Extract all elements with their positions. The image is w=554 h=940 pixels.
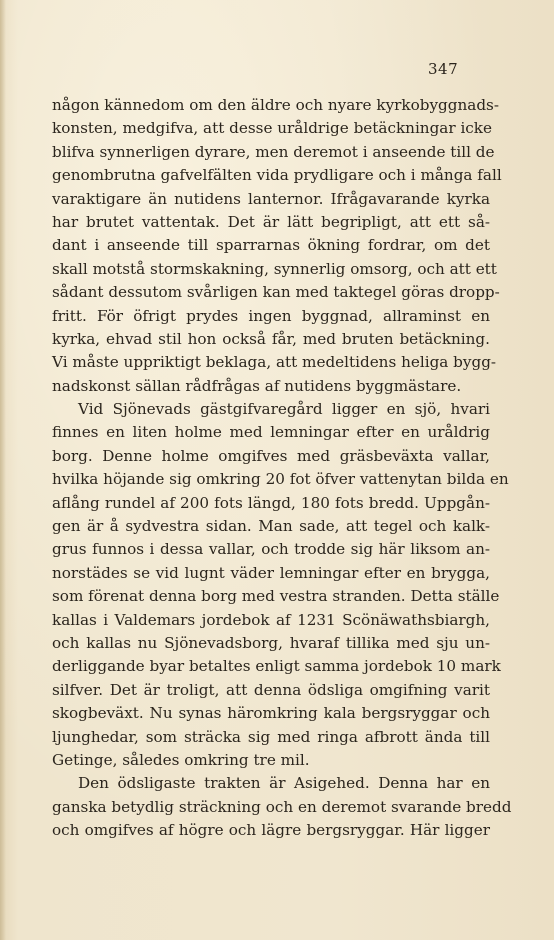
text-line: har brutet vattentak. Det är lätt begripligt, att ett så- bbox=[52, 212, 490, 231]
page-gutter-shadow bbox=[0, 0, 6, 940]
text-line: aflång rundel af 200 fots längd, 180 fots bredd. Uppgån- bbox=[52, 493, 490, 512]
text-line: och omgifves af högre och lägre bergsryggar. Här ligger bbox=[52, 821, 490, 840]
text-line: silfver. Det är troligt, att denna ödsliga omgifning varit bbox=[52, 680, 490, 699]
page-number: 347 bbox=[428, 60, 459, 78]
text-line: och kallas nu Sjönevadsborg, hvaraf tillika med sju un- bbox=[52, 633, 490, 652]
body-text bbox=[52, 94, 512, 843]
text-line: norstädes se vid lugnt väder lemningar efter en brygga, bbox=[52, 563, 490, 582]
text-line: Den ödsligaste trakten är Asigehed. Denna har en bbox=[78, 774, 490, 793]
text-line: grus funnos i dessa vallar, och trodde sig här liksom an- bbox=[52, 540, 490, 559]
text-line: hvilka höjande sig omkring 20 fot öfver vattenytan bilda en bbox=[52, 470, 509, 489]
text-line: Getinge, således omkring tre mil. bbox=[52, 750, 310, 769]
text-line: genombrutna gafvelfälten vida prydligare och i många fall bbox=[52, 166, 502, 185]
text-line: kallas i Valdemars jordebok af 1231 Scönäwathsbiargh, bbox=[52, 610, 490, 629]
text-line: kyrka, ehvad stil hon också får, med bruten betäckning. bbox=[52, 329, 490, 348]
text-line: sådant dessutom svårligen kan med taktegel göras dropp- bbox=[52, 283, 500, 302]
text-line: ljunghedar, som sträcka sig med ringa afbrott ända till bbox=[52, 727, 490, 746]
text-line: gen är å sydvestra sidan. Man sade, att tegel och kalk- bbox=[52, 517, 490, 536]
text-line: borg. Denne holme omgifves med gräsbeväxta vallar, bbox=[52, 446, 490, 465]
text-line: konsten, medgifva, att desse uråldrige betäckningar icke bbox=[52, 119, 492, 138]
text-line: nadskonst sällan rådfrågas af nutidens byggmästare. bbox=[52, 376, 462, 395]
text-line: skogbeväxt. Nu synas häromkring kala bergsryggar och bbox=[52, 704, 490, 723]
text-line: fritt. För öfrigt prydes ingen byggnad, allraminst en bbox=[52, 306, 490, 325]
text-line: Vi måste uppriktigt beklaga, att medeltidens heliga bygg- bbox=[52, 353, 497, 372]
text-line: ganska betydlig sträckning och en deremot svarande bredd bbox=[52, 797, 512, 816]
text-line: derliggande byar betaltes enligt samma jordebok 10 mark bbox=[52, 657, 501, 676]
text-line: finnes en liten holme med lemningar efter en uråldrig bbox=[52, 423, 490, 442]
text-line: dant i anseende till sparrarnas ökning fordrar, om det bbox=[52, 236, 490, 255]
text-line: någon kännedom om den äldre och nyare kyrkobyggnads- bbox=[52, 96, 499, 114]
text-line: som förenat denna borg med vestra stranden. Detta ställe bbox=[52, 587, 500, 606]
text-line: varaktigare än nutidens lanternor. Ifrågavarande kyrka bbox=[52, 189, 490, 208]
text-line: blifva synnerligen dyrare, men deremot i anseende till de bbox=[52, 142, 495, 161]
text-line: Vid Sjönevads gästgifvaregård ligger en sjö, hvari bbox=[78, 400, 490, 419]
text-line: skall motstå stormskakning, synnerlig omsorg, och att ett bbox=[52, 259, 497, 278]
